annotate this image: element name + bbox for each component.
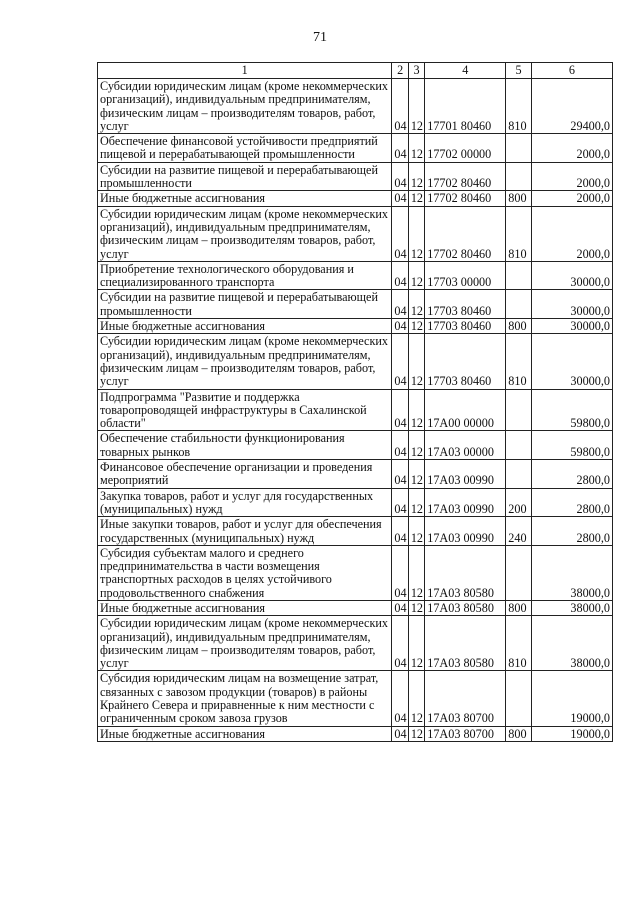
row-expense-type-code xyxy=(506,261,532,290)
budget-table xyxy=(97,62,613,742)
row-description: Субсидия юридическим лицам на возмещение затрат, связанных с завозом продукции (товаров) в районы Крайнего Севера и приравненные к ним местности с ограниченным сроком завоза грузов xyxy=(98,671,392,726)
table-row xyxy=(98,206,613,261)
table-row xyxy=(98,671,613,726)
row-subsection-code: 12 xyxy=(408,162,424,191)
row-section-code: 04 xyxy=(392,616,408,671)
column-header: 4 xyxy=(425,63,506,79)
row-target-article-code: 17702 80460 xyxy=(425,162,506,191)
row-description: Обеспечение стабильности функционирования товарных рынков xyxy=(98,431,392,460)
row-description: Иные закупки товаров, работ и услуг для обеспечения государственных (муниципальных) нужд xyxy=(98,517,392,546)
row-expense-type-code xyxy=(506,460,532,489)
table-row xyxy=(98,261,613,290)
row-amount: 30000,0 xyxy=(531,290,612,319)
row-section-code: 04 xyxy=(392,134,408,163)
row-target-article-code: 17702 80460 xyxy=(425,206,506,261)
row-target-article-code: 17703 00000 xyxy=(425,261,506,290)
table-row xyxy=(98,79,613,134)
row-description: Субсидии юридическим лицам (кроме некоммерческих организаций), индивидуальным предпринимателям, физическим лицам – производителям товаров, работ, услуг xyxy=(98,616,392,671)
row-target-article-code: 17703 80460 xyxy=(425,334,506,389)
row-description: Закупка товаров, работ и услуг для государственных (муниципальных) нужд xyxy=(98,488,392,517)
row-section-code: 04 xyxy=(392,545,408,600)
table-row xyxy=(98,162,613,191)
row-section-code: 04 xyxy=(392,319,408,334)
row-section-code: 04 xyxy=(392,162,408,191)
row-section-code: 04 xyxy=(392,79,408,134)
row-section-code: 04 xyxy=(392,671,408,726)
row-amount: 30000,0 xyxy=(531,261,612,290)
row-section-code: 04 xyxy=(392,334,408,389)
row-description: Иные бюджетные ассигнования xyxy=(98,319,392,334)
row-expense-type-code: 200 xyxy=(506,488,532,517)
row-description: Субсидии на развитие пищевой и перерабатывающей промышленности xyxy=(98,290,392,319)
row-amount: 29400,0 xyxy=(531,79,612,134)
row-subsection-code: 12 xyxy=(408,191,424,206)
column-header: 2 xyxy=(392,63,408,79)
row-subsection-code: 12 xyxy=(408,517,424,546)
row-expense-type-code xyxy=(506,431,532,460)
row-subsection-code: 12 xyxy=(408,389,424,431)
row-expense-type-code xyxy=(506,134,532,163)
row-target-article-code: 17А03 00990 xyxy=(425,460,506,489)
row-expense-type-code xyxy=(506,545,532,600)
row-amount: 38000,0 xyxy=(531,616,612,671)
row-subsection-code: 12 xyxy=(408,460,424,489)
row-amount: 30000,0 xyxy=(531,334,612,389)
row-description: Иные бюджетные ассигнования xyxy=(98,726,392,741)
row-expense-type-code xyxy=(506,162,532,191)
row-target-article-code: 17703 80460 xyxy=(425,319,506,334)
row-target-article-code: 17703 80460 xyxy=(425,290,506,319)
row-expense-type-code xyxy=(506,389,532,431)
row-amount: 2000,0 xyxy=(531,134,612,163)
row-target-article-code: 17А03 80580 xyxy=(425,616,506,671)
row-description: Финансовое обеспечение организации и проведения мероприятий xyxy=(98,460,392,489)
row-amount: 19000,0 xyxy=(531,671,612,726)
row-expense-type-code: 240 xyxy=(506,517,532,546)
row-description: Субсидии юридическим лицам (кроме некоммерческих организаций), индивидуальным предпринимателям, физическим лицам – производителям товаров, работ, услуг xyxy=(98,206,392,261)
row-subsection-code: 12 xyxy=(408,334,424,389)
row-subsection-code: 12 xyxy=(408,545,424,600)
row-target-article-code: 17А03 80580 xyxy=(425,545,506,600)
row-expense-type-code xyxy=(506,290,532,319)
row-expense-type-code: 800 xyxy=(506,319,532,334)
row-section-code: 04 xyxy=(392,389,408,431)
row-section-code: 04 xyxy=(392,191,408,206)
row-subsection-code: 12 xyxy=(408,134,424,163)
row-expense-type-code: 800 xyxy=(506,600,532,615)
row-amount: 2000,0 xyxy=(531,206,612,261)
row-amount: 19000,0 xyxy=(531,726,612,741)
row-description: Субсидия субъектам малого и среднего предпринимательства в части возмещения транспортных расходов в целях устойчивого продовольственного снабжения xyxy=(98,545,392,600)
table-row xyxy=(98,334,613,389)
row-expense-type-code: 810 xyxy=(506,79,532,134)
row-amount: 38000,0 xyxy=(531,545,612,600)
row-target-article-code: 17702 80460 xyxy=(425,191,506,206)
row-expense-type-code: 800 xyxy=(506,191,532,206)
row-expense-type-code: 810 xyxy=(506,206,532,261)
row-description: Субсидии на развитие пищевой и перерабатывающей промышленности xyxy=(98,162,392,191)
row-target-article-code: 17701 80460 xyxy=(425,79,506,134)
row-subsection-code: 12 xyxy=(408,79,424,134)
row-description: Иные бюджетные ассигнования xyxy=(98,191,392,206)
row-expense-type-code: 800 xyxy=(506,726,532,741)
row-target-article-code: 17А00 00000 xyxy=(425,389,506,431)
table-row xyxy=(98,389,613,431)
row-section-code: 04 xyxy=(392,290,408,319)
table-row xyxy=(98,431,613,460)
row-amount: 38000,0 xyxy=(531,600,612,615)
row-section-code: 04 xyxy=(392,460,408,489)
table-row xyxy=(98,191,613,206)
row-amount: 2800,0 xyxy=(531,517,612,546)
row-subsection-code: 12 xyxy=(408,488,424,517)
row-subsection-code: 12 xyxy=(408,726,424,741)
row-description: Обеспечение финансовой устойчивости предприятий пищевой и перерабатывающей промышленности xyxy=(98,134,392,163)
column-header: 3 xyxy=(408,63,424,79)
table-row xyxy=(98,726,613,741)
table-row xyxy=(98,517,613,546)
row-expense-type-code: 810 xyxy=(506,616,532,671)
table-row xyxy=(98,600,613,615)
row-description: Приобретение технологического оборудования и специализированного транспорта xyxy=(98,261,392,290)
row-description: Иные бюджетные ассигнования xyxy=(98,600,392,615)
row-amount: 59800,0 xyxy=(531,431,612,460)
row-description: Подпрограмма "Развитие и поддержка товаропроводящей инфраструктуры в Сахалинской области" xyxy=(98,389,392,431)
row-amount: 2800,0 xyxy=(531,460,612,489)
column-header: 1 xyxy=(98,63,392,79)
row-subsection-code: 12 xyxy=(408,431,424,460)
row-description: Субсидии юридическим лицам (кроме некоммерческих организаций), индивидуальным предпринимателям, физическим лицам – производителям товаров, работ, услуг xyxy=(98,79,392,134)
row-amount: 2000,0 xyxy=(531,162,612,191)
row-amount: 2000,0 xyxy=(531,191,612,206)
row-subsection-code: 12 xyxy=(408,600,424,615)
table-row xyxy=(98,290,613,319)
row-expense-type-code: 810 xyxy=(506,334,532,389)
row-target-article-code: 17А03 00990 xyxy=(425,517,506,546)
column-header: 5 xyxy=(506,63,532,79)
row-section-code: 04 xyxy=(392,261,408,290)
row-section-code: 04 xyxy=(392,488,408,517)
row-target-article-code: 17А03 80700 xyxy=(425,726,506,741)
row-section-code: 04 xyxy=(392,517,408,546)
row-amount: 59800,0 xyxy=(531,389,612,431)
page-number: 71 xyxy=(313,30,327,45)
row-section-code: 04 xyxy=(392,206,408,261)
row-target-article-code: 17А03 80700 xyxy=(425,671,506,726)
table-row xyxy=(98,616,613,671)
row-subsection-code: 12 xyxy=(408,261,424,290)
row-description: Субсидии юридическим лицам (кроме некоммерческих организаций), индивидуальным предпринимателям, физическим лицам – производителям товаров, работ, услуг xyxy=(98,334,392,389)
row-amount: 30000,0 xyxy=(531,319,612,334)
table-row xyxy=(98,319,613,334)
row-subsection-code: 12 xyxy=(408,290,424,319)
row-section-code: 04 xyxy=(392,600,408,615)
row-target-article-code: 17А03 00000 xyxy=(425,431,506,460)
row-subsection-code: 12 xyxy=(408,671,424,726)
row-section-code: 04 xyxy=(392,431,408,460)
row-section-code: 04 xyxy=(392,726,408,741)
table-row xyxy=(98,488,613,517)
row-expense-type-code xyxy=(506,671,532,726)
row-subsection-code: 12 xyxy=(408,319,424,334)
column-header: 6 xyxy=(531,63,612,79)
row-target-article-code: 17А03 80580 xyxy=(425,600,506,615)
table-row xyxy=(98,134,613,163)
row-amount: 2800,0 xyxy=(531,488,612,517)
row-subsection-code: 12 xyxy=(408,206,424,261)
table-row xyxy=(98,545,613,600)
row-target-article-code: 17702 00000 xyxy=(425,134,506,163)
row-subsection-code: 12 xyxy=(408,616,424,671)
table-header-row xyxy=(98,63,613,79)
row-target-article-code: 17А03 00990 xyxy=(425,488,506,517)
table-row xyxy=(98,460,613,489)
